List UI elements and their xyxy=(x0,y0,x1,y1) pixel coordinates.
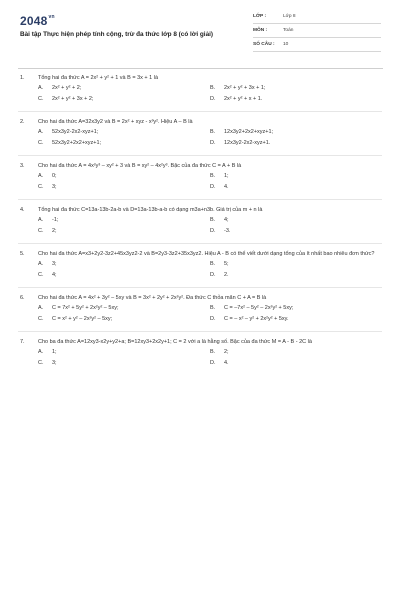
options xyxy=(38,127,400,149)
option-text: 52x3y2-2x2-xyz+1; xyxy=(52,129,99,135)
options xyxy=(38,171,400,193)
meta-table xyxy=(253,10,381,52)
option-c[interactable] xyxy=(38,270,210,281)
options xyxy=(38,215,400,237)
option-a[interactable] xyxy=(38,127,210,138)
question-number: 1. xyxy=(20,75,25,81)
question-6 xyxy=(0,294,400,325)
option-text: 4; xyxy=(224,217,229,223)
option-text: 52x3y2+2x2+xyz+1; xyxy=(52,140,102,146)
question-2 xyxy=(0,118,400,149)
option-a[interactable] xyxy=(38,215,210,226)
option-b[interactable] xyxy=(210,127,382,138)
question-stem xyxy=(20,74,400,83)
question-list xyxy=(0,74,400,369)
question-number: 4. xyxy=(20,207,25,213)
option-a[interactable] xyxy=(38,259,210,270)
question-separator xyxy=(18,111,382,112)
option-text: C = –7x² – 5y² – 2x²y² + 5xy; xyxy=(224,305,294,311)
question-7 xyxy=(0,338,400,369)
option-text: 0; xyxy=(52,173,57,179)
option-letter: B. xyxy=(210,305,216,311)
option-a[interactable] xyxy=(38,171,210,182)
option-letter: C. xyxy=(38,228,44,234)
question-text: Tổng hai đa thức C=13a-13b-2a-b và D=13a-13b-a-b có dạng m3a+n3b. Giá trị của m + n là xyxy=(38,207,263,213)
option-letter: B. xyxy=(210,173,216,179)
question-4 xyxy=(0,206,400,237)
option-letter: B. xyxy=(210,261,216,267)
option-b[interactable] xyxy=(210,171,382,182)
question-number: 6. xyxy=(20,295,25,301)
option-text: 2; xyxy=(52,228,57,234)
options xyxy=(38,259,400,281)
option-letter: C. xyxy=(38,96,44,102)
option-letter: A. xyxy=(38,217,44,223)
options xyxy=(38,347,400,369)
option-text: -1; xyxy=(52,217,59,223)
option-text: 2x² + y² + 3x + 1; xyxy=(224,85,266,91)
option-c[interactable] xyxy=(38,358,210,369)
option-text: 3; xyxy=(52,184,57,190)
option-letter: A. xyxy=(38,173,44,179)
option-letter: C. xyxy=(38,360,44,366)
option-letter: D. xyxy=(210,316,216,322)
question-number: 2. xyxy=(20,119,25,125)
option-b[interactable] xyxy=(210,347,382,358)
question-separator xyxy=(18,331,382,332)
option-d[interactable] xyxy=(210,314,382,325)
option-text: 5; xyxy=(224,261,229,267)
option-letter: A. xyxy=(38,349,44,355)
question-number: 3. xyxy=(20,163,25,169)
option-c[interactable] xyxy=(38,226,210,237)
option-letter: B. xyxy=(210,129,216,135)
question-separator xyxy=(18,155,382,156)
question-separator xyxy=(18,199,382,200)
question-stem xyxy=(20,250,400,259)
meta-value: Lớp 8 xyxy=(283,14,296,19)
option-a[interactable] xyxy=(38,303,210,314)
meta-label: MÔN : xyxy=(253,28,268,33)
option-text: 3; xyxy=(52,261,57,267)
meta-label: LỚP : xyxy=(253,14,267,19)
option-b[interactable] xyxy=(210,83,382,94)
option-letter: D. xyxy=(210,184,216,190)
question-number: 7. xyxy=(20,339,25,345)
option-letter: C. xyxy=(38,140,44,146)
meta-row-subject xyxy=(253,24,381,38)
option-letter: B. xyxy=(210,217,216,223)
option-b[interactable] xyxy=(210,259,382,270)
document-title: Bài tập Thực hiện phép tính cộng, trừ đa thức lớp 8 (có lời giải) xyxy=(20,31,214,38)
option-d[interactable] xyxy=(210,94,382,105)
option-text: 12x3y2+2x2+xyz+1; xyxy=(224,129,274,135)
option-letter: D. xyxy=(210,96,216,102)
option-text: 1; xyxy=(52,349,57,355)
option-letter: A. xyxy=(38,261,44,267)
option-letter: D. xyxy=(210,140,216,146)
logo-suffix: vn xyxy=(48,14,55,20)
question-stem xyxy=(20,118,400,127)
question-stem xyxy=(20,162,400,171)
option-text: C = 7x² + 5y² + 2x²y² – 5xy; xyxy=(52,305,119,311)
option-b[interactable] xyxy=(210,303,382,314)
option-text: 2. xyxy=(224,272,229,278)
question-1 xyxy=(0,74,400,105)
option-text: 4; xyxy=(52,272,57,278)
option-letter: C. xyxy=(38,272,44,278)
option-letter: A. xyxy=(38,305,44,311)
option-text: C = – x² – y² + 2x²y² + 5xy. xyxy=(224,316,289,322)
option-letter: D. xyxy=(210,360,216,366)
meta-value: Toán xyxy=(283,28,294,33)
option-b[interactable] xyxy=(210,215,382,226)
option-text: 2x² + y² + x + 1. xyxy=(224,96,263,102)
option-text: 2; xyxy=(224,349,229,355)
option-c[interactable] xyxy=(38,314,210,325)
header-divider xyxy=(18,68,383,69)
option-text: 2x² + y² + 3x + 2; xyxy=(52,96,94,102)
option-letter: D. xyxy=(210,228,216,234)
meta-value: 10 xyxy=(283,42,289,47)
option-text: 3; xyxy=(52,360,57,366)
option-c[interactable] xyxy=(38,94,210,105)
meta-row-count xyxy=(253,38,381,52)
question-separator xyxy=(18,287,382,288)
question-text: Cho hai đa thức A = 4x²y³ – xy² + 3 và B = xy² – 4x²y³. Bậc của đa thức C = A + B là xyxy=(38,163,242,169)
question-stem xyxy=(20,206,400,215)
option-letter: A. xyxy=(38,129,44,135)
option-text: 4. xyxy=(224,184,229,190)
option-text: 1; xyxy=(224,173,229,179)
options xyxy=(38,83,400,105)
option-c[interactable] xyxy=(38,182,210,193)
meta-row-class xyxy=(253,10,381,24)
option-text: -3. xyxy=(224,228,231,234)
header xyxy=(0,0,400,64)
question-stem xyxy=(20,294,400,303)
option-letter: B. xyxy=(210,85,216,91)
question-5 xyxy=(0,250,400,281)
option-letter: C. xyxy=(38,316,44,322)
option-letter: A. xyxy=(38,85,44,91)
option-a[interactable] xyxy=(38,83,210,94)
question-number: 5. xyxy=(20,251,25,257)
question-text: Cho hai đa thức A=x3+2y2-3z2+45x3yz2-2 và B=2y3-3z2+35x3yz2. Hiệu A - B có thể viết dưới dạng tổng của ít nhất bao nhiêu đơn thức? xyxy=(38,251,375,257)
option-letter: D. xyxy=(210,272,216,278)
question-stem xyxy=(20,338,400,347)
option-d[interactable] xyxy=(210,138,382,149)
options xyxy=(38,303,400,325)
option-a[interactable] xyxy=(38,347,210,358)
meta-label: SỐ CÂU : xyxy=(253,42,275,47)
option-text: C = x² + y² – 2x²y² – 5xy; xyxy=(52,316,113,322)
option-letter: C. xyxy=(38,184,44,190)
question-separator xyxy=(18,243,382,244)
option-letter: B. xyxy=(210,349,216,355)
question-text: Cho hai đa thức A=32x3y2 và B = 2x² + xyz - x³y². Hiệu A – B là xyxy=(38,119,193,125)
option-text: 12x3y2-2x2-xyz+1. xyxy=(224,140,271,146)
option-d[interactable] xyxy=(210,358,382,369)
question-text: Cho ba đa thức A=12xy3-x2y+y2+a; B=12xy3+2x2y+1; C = 2 với a là hằng số. Bậc của đa thức M = A - B - 2C là xyxy=(38,339,312,345)
logo[interactable] xyxy=(20,14,55,28)
question-3 xyxy=(0,162,400,193)
option-text: 2x² + y² + 2; xyxy=(52,85,82,91)
option-text: 4. xyxy=(224,360,229,366)
question-text: Tổng hai đa thức A = 2x² + y² + 1 và B = 3x + 1 là xyxy=(38,75,159,81)
question-text: Cho hai đa thức A = 4x² + 3y² – 5xy và B = 3x² + 2y² + 2x²y². Đa thức C thỏa mãn C + A = B là xyxy=(38,295,267,301)
logo-text: 2048 xyxy=(20,14,48,28)
option-d[interactable] xyxy=(210,226,382,237)
option-d[interactable] xyxy=(210,270,382,281)
option-d[interactable] xyxy=(210,182,382,193)
option-c[interactable] xyxy=(38,138,210,149)
